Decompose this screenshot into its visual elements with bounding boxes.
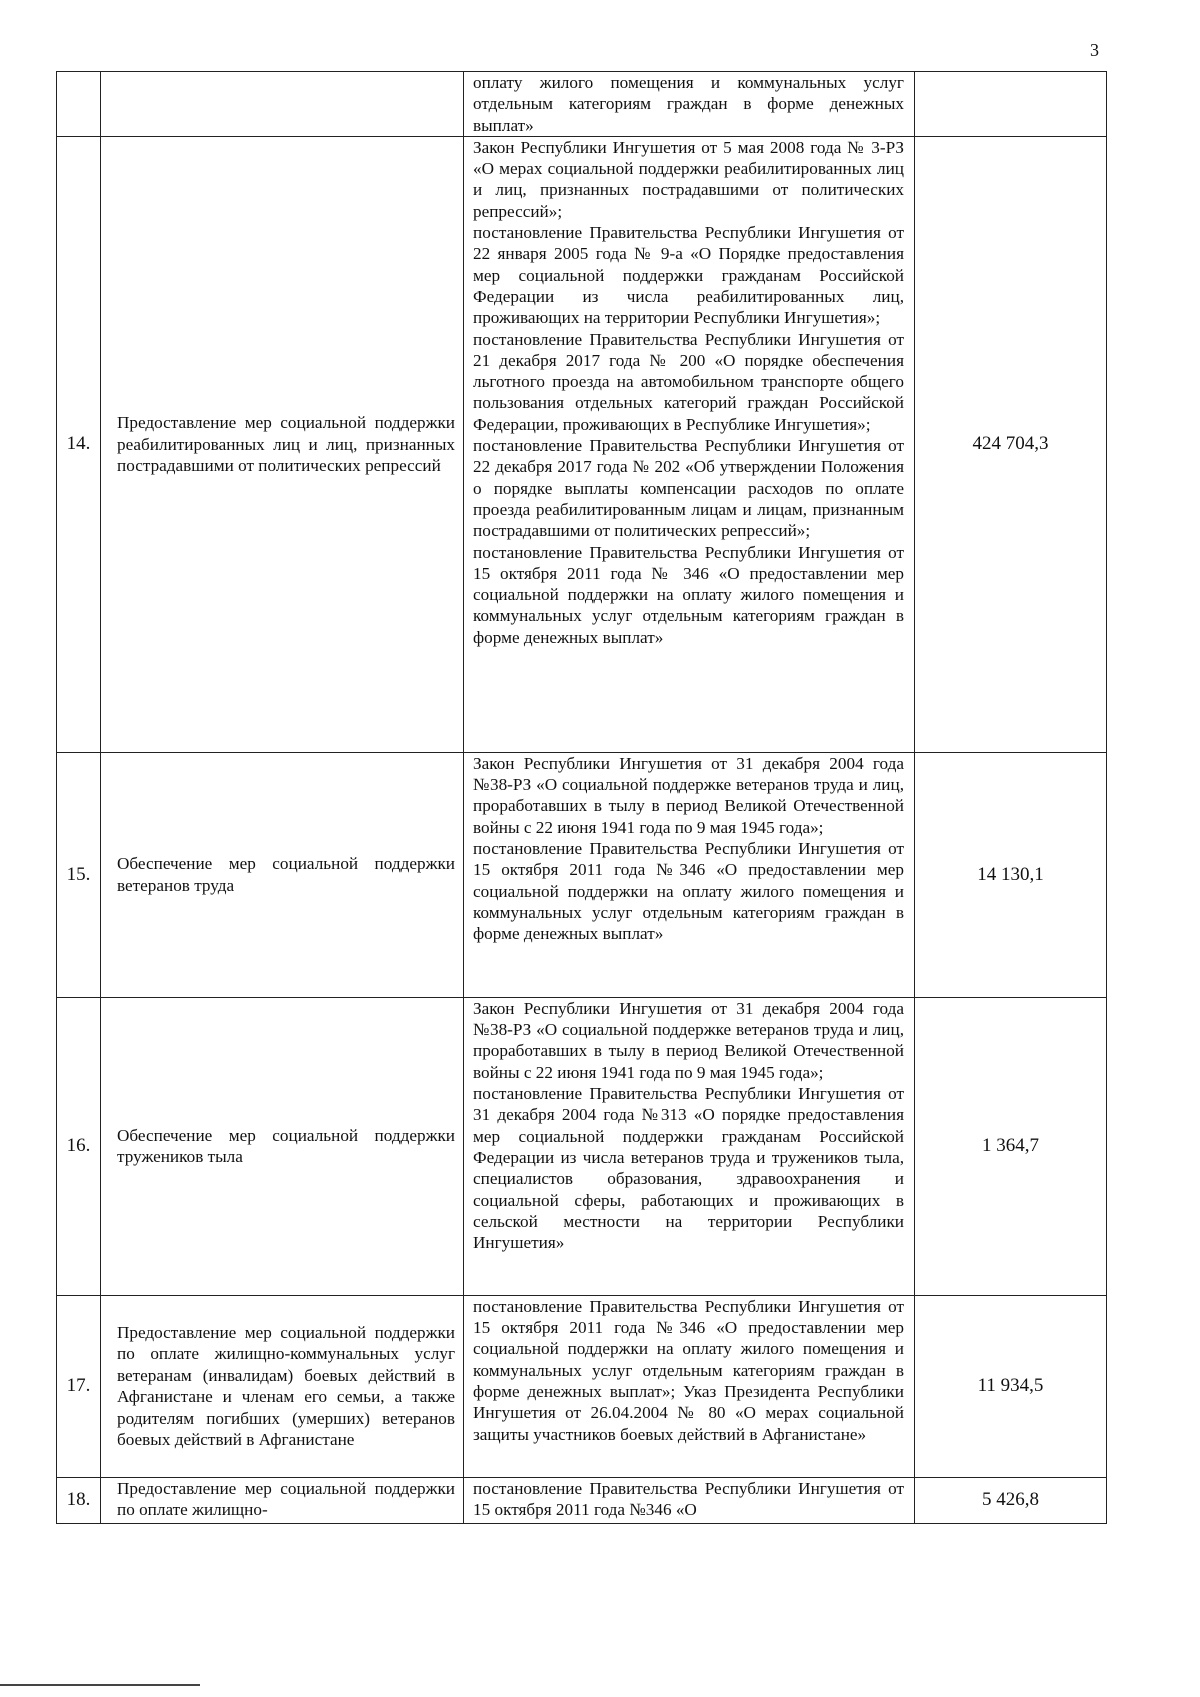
measure-name: Обеспечение мер социальной поддержки тружеников тыла xyxy=(101,997,464,1295)
amount-cell: 5 426,8 xyxy=(915,1477,1107,1523)
legal-basis xyxy=(464,136,915,752)
scan-edge-line xyxy=(0,1684,200,1686)
row-number: 17. xyxy=(57,1295,101,1477)
table-row-18 xyxy=(57,1477,1107,1523)
legal-basis-paragraph: постановление Правительства Республики Ингушетия от 22 января 2005 года № 9-а «О Порядке предоставления мер социальной поддержки гражданам Российской Федерации из числа реабилитированных лиц, проживающих на территории Республики Ингушетия»; xyxy=(473,223,904,328)
legal-basis-paragraph: постановление Правительства Республики Ингушетия от 22 декабря 2017 года № 202 «Об утверждении Положения о порядке выплаты компенсации расходов по оплате проезда реабилитированным лицам и лицам, признанным пострадавшими от политических репрессий»; xyxy=(473,436,904,541)
measure-name: Обеспечение мер социальной поддержки ветеранов труда xyxy=(101,752,464,997)
legal-basis xyxy=(464,752,915,997)
legal-basis-paragraph: оплату жилого помещения и коммунальных услуг отдельным категориям граждан в форме денежных выплат» xyxy=(473,73,904,135)
amount-cell xyxy=(915,72,1107,137)
legal-basis xyxy=(464,997,915,1295)
row-number xyxy=(57,72,101,137)
amount-cell: 11 934,5 xyxy=(915,1295,1107,1477)
legal-basis-paragraph: постановление Правительства Республики Ингушетия от 15 октября 2011 года №346 «О xyxy=(473,1478,904,1520)
measure-name: Предоставление мер социальной поддержки по оплате жилищно- xyxy=(101,1477,464,1523)
row-number: 18. xyxy=(57,1477,101,1523)
legal-basis xyxy=(464,72,915,137)
page-number: 3 xyxy=(1090,40,1099,60)
table-row-17 xyxy=(57,1295,1107,1477)
table-row-continuation xyxy=(57,72,1107,137)
amount-cell: 1 364,7 xyxy=(915,997,1107,1295)
legal-basis-paragraph: постановление Правительства Республики Ингушетия от 15 октября 2011 года №346 «О предоставлении мер социальной поддержки на оплату жилого помещения и коммунальных услуг отдельным категориям граждан в форме денежных выплат»; Указ Президента Республики Ингушетия от 26.04.2004 № 80 «О мерах социальной защиты участников боевых действий в Афганистане» xyxy=(473,1296,904,1444)
legal-basis-paragraph: постановление Правительства Республики Ингушетия от 31 декабря 2004 года №313 «О порядке предоставления мер социальной поддержки гражданам Российской Федерации из числа ветеранов труда и тружеников тыла, специалистов образования, здравоохранения и социальной сферы, работающих и проживающих в сельской местности на территории Республики Ингушетия» xyxy=(473,1084,904,1253)
table-row-16 xyxy=(57,997,1107,1295)
measure-name xyxy=(101,72,464,137)
row-number: 16. xyxy=(57,997,101,1295)
measure-name: Предоставление мер социальной поддержки реабилитированных лиц и лиц, признанных пострадавшими от политических репрессий xyxy=(101,136,464,752)
row-number: 14. xyxy=(57,136,101,752)
legal-basis-paragraph: Закон Республики Ингушетия от 5 мая 2008 года № 3-РЗ «О мерах социальной поддержки реабилитированных лиц и лиц, признанных пострадавшими от политических репрессий»; xyxy=(473,137,904,221)
table-row-15 xyxy=(57,752,1107,997)
legal-basis-paragraph: Закон Республики Ингушетия от 31 декабря 2004 года №38-РЗ «О социальной поддержке ветеранов труда и лиц, проработавших в тылу в период Великой Отечественной войны с 22 июня 1941 года по 9 мая 1945 года»; xyxy=(473,998,904,1082)
table-row-14 xyxy=(57,136,1107,752)
programs-table xyxy=(56,71,1107,1524)
legal-basis-paragraph: постановление Правительства Республики Ингушетия от 21 декабря 2017 года № 200 «О порядке обеспечения льготного проезда на автомобильном транспорте общего пользования отдельных категорий граждан Российской Федерации, проживающих в Республике Ингушетия»; xyxy=(473,329,904,434)
legal-basis-paragraph: Закон Республики Ингушетия от 31 декабря 2004 года №38-РЗ «О социальной поддержке ветеранов труда и лиц, проработавших в тылу в период Великой Отечественной войны с 22 июня 1941 года по 9 мая 1945 года»; xyxy=(473,753,904,837)
amount-cell: 14 130,1 xyxy=(915,752,1107,997)
row-number: 15. xyxy=(57,752,101,997)
legal-basis xyxy=(464,1477,915,1523)
legal-basis xyxy=(464,1295,915,1477)
amount-cell: 424 704,3 xyxy=(915,136,1107,752)
measure-name: Предоставление мер социальной поддержки по оплате жилищно-коммунальных услуг ветеранам (инвалидам) боевых действий в Афганистане и членам его семьи, а также родителям погибших (умерших) ветеранов боевых действий в Афганистане xyxy=(101,1295,464,1477)
legal-basis-paragraph: постановление Правительства Республики Ингушетия от 15 октября 2011 года № 346 «О предоставлении мер социальной поддержки на оплату жилого помещения и коммунальных услуг отдельным категориям граждан в форме денежных выплат» xyxy=(473,542,904,647)
legal-basis-paragraph: постановление Правительства Республики Ингушетия от 15 октября 2011 года №346 «О предоставлении мер социальной поддержки на оплату жилого помещения и коммунальных услуг отдельным категориям граждан в форме денежных выплат» xyxy=(473,839,904,944)
